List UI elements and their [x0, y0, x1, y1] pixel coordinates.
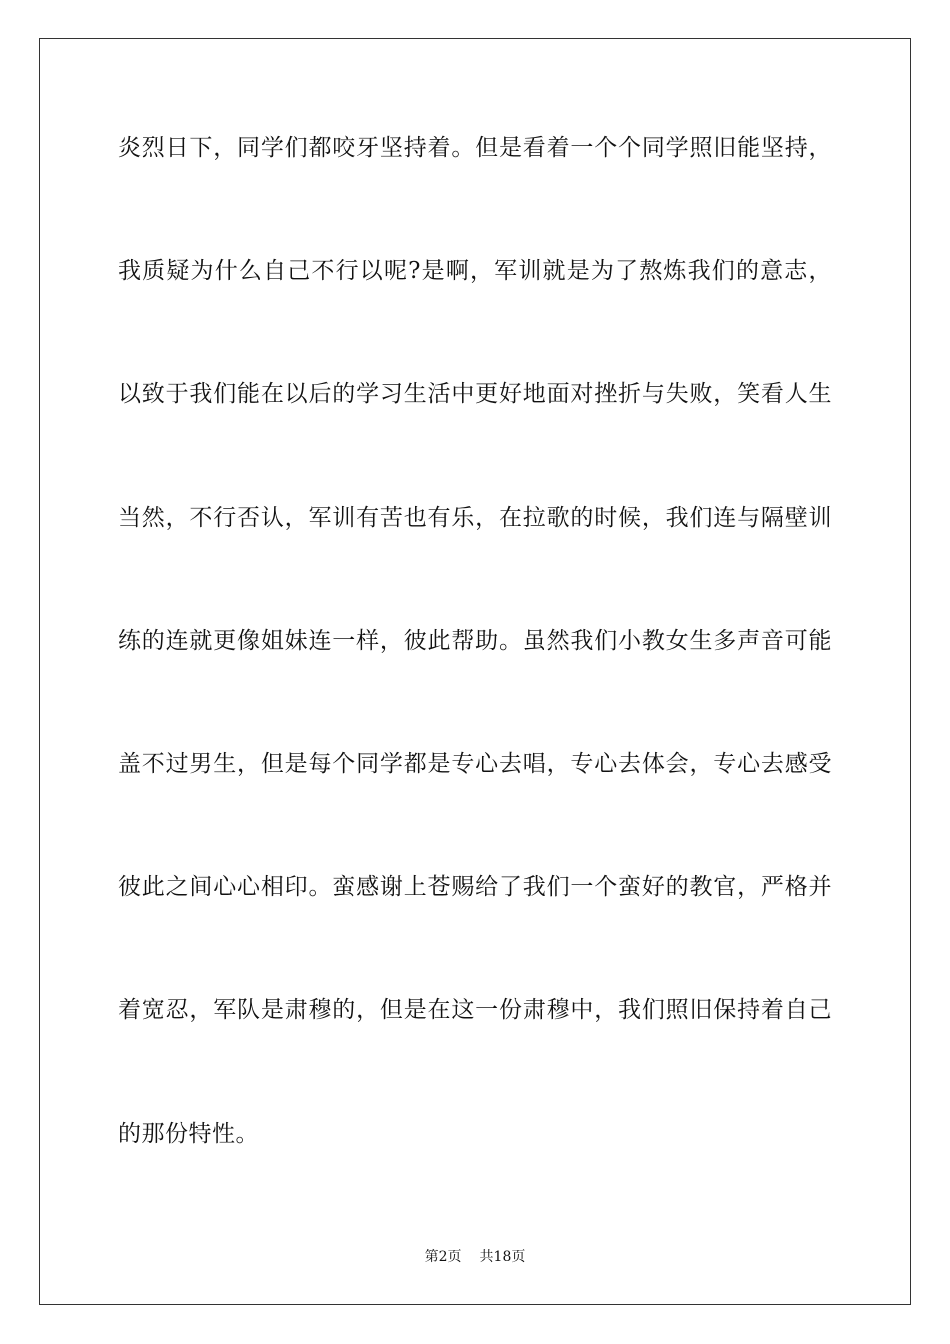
- text-line-1: 炎烈日下，同学们都咬牙坚持着。但是看着一个个同学照旧能坚持，: [118, 135, 832, 161]
- text-line-5: 练的连就更像姐妹连一样，彼此帮助。虽然我们小教女生多声音可能: [118, 627, 832, 654]
- page-number: 第2页: [424, 1249, 462, 1265]
- text-line-7: 彼此之间心心相印。蛮感谢上苍赐给了我们一个蛮好的教官，严格并: [118, 874, 832, 901]
- text-line-9: 的那份特性。: [118, 1120, 259, 1147]
- document-body: [118, 133, 832, 1242]
- text-line-2: 我质疑为什么自己不行以呢?是啊，军训就是为了熬炼我们的意志，: [118, 258, 832, 285]
- total-pages: 共18页: [479, 1249, 526, 1265]
- text-line-3: 以致于我们能在以后的学习生活中更好地面对挫折与失败，笑看人生: [118, 381, 832, 408]
- text-line-4: 当然，不行否认，军训有苦也有乐，在拉歌的时候，我们连与隔壁训: [118, 504, 832, 531]
- text-line-6: 盖不过男生，但是每个同学都是专心去唱，专心去体会，专心去感受: [118, 750, 832, 777]
- text-line-8: 着宽忍，军队是肃穆的，但是在这一份肃穆中，我们照旧保持着自己: [118, 997, 832, 1024]
- page-footer: [0, 1248, 950, 1266]
